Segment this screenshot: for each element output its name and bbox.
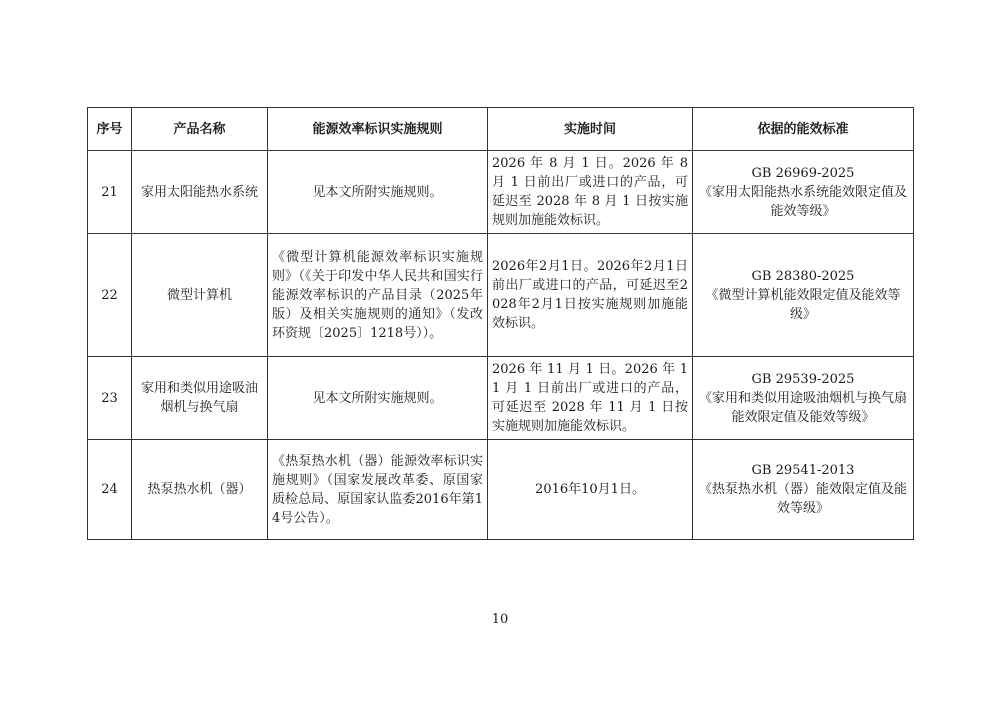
standard-code: GB 29541-2013: [751, 463, 855, 478]
header-serial-no: 序号: [88, 108, 132, 151]
product-name-cell: 家用太阳能热水系统: [132, 151, 268, 234]
labeling-rule-cell: 见本文所附实施规则。: [268, 151, 488, 234]
efficiency-standard-cell: [693, 234, 914, 357]
standard-name: 《微型计算机能效限定值及能效等级》: [705, 287, 901, 322]
product-name-cell: 热泵热水机（器）: [132, 440, 268, 540]
standard-name: 《家用和类似用途吸油烟机与换气扇能效限定值及能效等级》: [698, 390, 907, 425]
serial-no-cell: 22: [88, 234, 132, 357]
serial-no-cell: 23: [88, 357, 132, 440]
table-row: [88, 151, 914, 234]
efficiency-standard-cell: [693, 440, 914, 540]
serial-no-cell: 21: [88, 151, 132, 234]
labeling-rule-cell: 《微型计算机能源效率标识实施规则》（《关于印发中华人民共和国实行能源效率标识的产品目录（2025年版）及相关实施规则的通知》（发改环资规〔2025〕1218号））。: [268, 234, 488, 357]
page-number: 10: [491, 612, 509, 627]
labeling-rule-cell: 见本文所附实施规则。: [268, 357, 488, 440]
table-row: [88, 440, 914, 540]
product-table: [87, 107, 914, 540]
header-implementation-time: 实施时间: [488, 108, 693, 151]
labeling-rule-cell: 《热泵热水机（器）能源效率标识实施规则》（国家发展改革委、原国家质检总局、原国家认监委2016年第14号公告）。: [268, 440, 488, 540]
implementation-time-cell: 2016年10月1日。: [488, 440, 693, 540]
product-name-cell: 家用和类似用途吸油烟机与换气扇: [132, 357, 268, 440]
table-row: [88, 357, 914, 440]
table-header-row: [88, 108, 914, 151]
table-row: [88, 234, 914, 357]
header-product-name: 产品名称: [132, 108, 268, 151]
header-efficiency-standard: 依据的能效标准: [693, 108, 914, 151]
implementation-time-cell: 2026 年 11 月 1 日。2026 年 11 月 1 日前出厂或进口的产品，可延迟至 2028 年 11 月 1 日按实施规则加施能效标识。: [488, 357, 693, 440]
standard-name: 《热泵热水机（器）能效限定值及能效等级》: [698, 482, 907, 516]
standard-code: GB 28380-2025: [751, 268, 855, 284]
header-labeling-rule: 能源效率标识实施规则: [268, 108, 488, 151]
product-name-cell: 微型计算机: [132, 234, 268, 357]
efficiency-standard-cell: [693, 357, 914, 440]
standard-name: 《家用太阳能热水系统能效限定值及能效等级》: [698, 184, 907, 219]
standard-code: GB 29539-2025: [751, 371, 855, 387]
standard-code: GB 26969-2025: [751, 165, 855, 181]
serial-no-cell: 24: [88, 440, 132, 540]
implementation-time-cell: 2026年2月1日。2026年2月1日前出厂或进口的产品，可延迟至2028年2月1日按实施规则加施能效标识。: [488, 234, 693, 357]
efficiency-standard-cell: [693, 151, 914, 234]
implementation-time-cell: 2026 年 8 月 1 日。2026 年 8 月 1 日前出厂或进口的产品，可延迟至 2028 年 8 月 1 日按实施规则加施能效标识。: [488, 151, 693, 234]
